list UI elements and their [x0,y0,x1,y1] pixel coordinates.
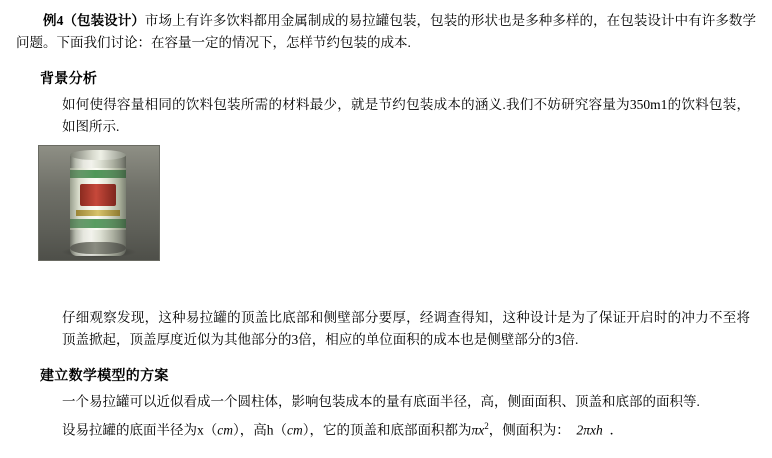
intro-text: 市场上有许多饮料都用金属制成的易拉罐包装，包装的形状也是多种多样的，在包装设计中有许多数学问题。下面我们讨论：在容量一定的情况下，怎样节约包装的成本. [16,13,757,50]
formula-exponent: 2 [484,421,489,432]
final-part-2: ），高h（ [233,422,287,438]
label-stripe-top [70,170,126,178]
formula-top-area: πx [471,422,485,438]
figure-spacer [0,261,772,307]
can-label [70,168,126,230]
final-part-3: ），它的顶盖和底部面积都为 [302,422,472,438]
label-gold-stripe [76,210,120,216]
example-label: 例4（包装设计） [43,13,145,28]
beverage-can-photo [38,145,160,261]
figure-container [38,145,772,261]
formula-side-area: 2πxh [576,422,603,438]
model-paragraph-1: 一个易拉罐可以近似看成一个圆柱体，影响包装成本的量有底面半径，高，侧面面积、顶盖和底部的面积等. [62,394,700,410]
final-part-1: 设易拉罐的底面半径为x（ [62,422,218,438]
background-paragraph-1: 如何使得容量相同的饮料包装所需的材料最少，就是节约包装成本的涵义.我们不妨研究容量为350m1的饮料包装，如图所示. [62,96,750,134]
final-part-5: ． [609,422,624,438]
unit-cm-2: cm [287,422,303,438]
label-red-block [80,184,116,206]
intro-paragraph [16,10,756,54]
section-heading-model: 建立数学模型的方案 [40,369,169,385]
intro-block [0,0,772,54]
background-paragraph-2: 仔细观察发现，这种易拉罐的顶盖比底部和侧壁部分要厚，经调查得知，这种设计是为了保证开启时的冲力不至将顶盖掀起，顶盖厚度近似为其他部分的3倍，相应的单位面积的成本也是侧壁部分的3倍. [62,310,750,348]
section-heading-background: 背景分析 [40,71,98,87]
unit-cm-1: cm [217,422,233,438]
can-bottom-rim [70,242,126,254]
final-part-4: ，侧面积为： [488,422,570,438]
label-stripe-bottom [70,219,126,228]
model-paragraph-2 [62,419,750,441]
